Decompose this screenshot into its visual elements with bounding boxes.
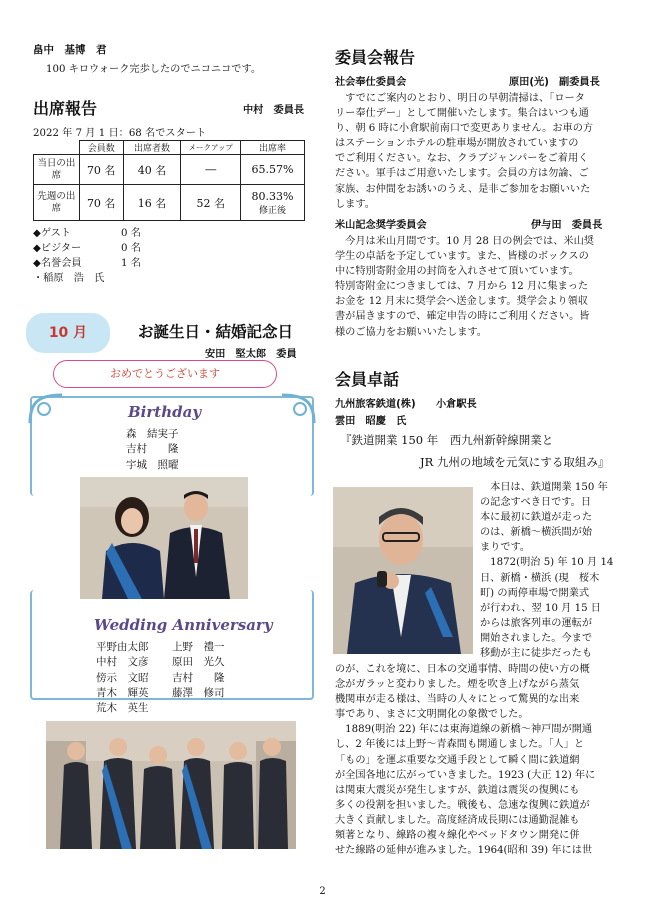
text-line: 1889(明治 22) 年には東海道線の新橋～神戸間が開通 <box>335 724 593 736</box>
attendance-header-makeup: メークアップ <box>181 141 241 155</box>
attendance-rate: 80.33% <box>251 189 294 203</box>
committee-title: 委員会報告 <box>335 48 416 67</box>
birthday-label: Birthday <box>128 403 202 421</box>
text-line: し、2 年後には上野～青森間も開通しました。「人」と <box>335 739 585 751</box>
attendance-makeup: ― <box>181 155 241 185</box>
text-line: 大きく貢献しました。高度経済成長期には通勤混雑も <box>335 814 580 826</box>
text-line: ださい。軍手はご用意いたします。会員の方は勿論、ご <box>335 168 589 180</box>
speech-full-text <box>335 662 617 858</box>
wedding-names <box>96 640 225 716</box>
birthday-title: お誕生日・結婚記念日 <box>138 323 294 341</box>
text-line: 町) の両停車場で開業式 <box>480 587 590 599</box>
text-line: 頻著となり、線路の複々線化やベッドタウン開発に併 <box>335 830 580 842</box>
attendance-members: 70 名 <box>79 155 123 185</box>
speech-title: 会員卓話 <box>335 370 400 389</box>
attendance-row-label: 当日の出席 <box>34 155 80 185</box>
wedding-label: Wedding Anniversary <box>94 616 273 634</box>
flourish-icon <box>26 391 66 427</box>
attendance-header-rate: 出席率 <box>241 141 305 155</box>
text-line: せた線路の延伸が進みました。1964(昭和 39) 年には世 <box>335 845 593 857</box>
attendance-attendees: 40 名 <box>123 155 181 185</box>
text-line: が全国各地に広がっていきました。1923 (大正 12) 年に <box>335 769 596 781</box>
speech-speaker: 雲田 昭慶 氏 <box>335 416 407 427</box>
text-line: 本日は、鉄道開業 150 年 <box>480 482 608 493</box>
wedding-name: 青木 輝英 <box>96 686 149 699</box>
text-line: のは、新橋～横浜間が始 <box>480 527 593 539</box>
text-line: リー奉仕デー」として開催いたします。集合はいつも通 <box>335 108 589 120</box>
wedding-row <box>96 640 225 655</box>
text-line: はステーションホテルの駐車場が開放されていますの <box>335 138 579 150</box>
text-line: すでにご案内のとおり、明日の早朝清掃は、「ロータ <box>335 93 585 104</box>
attendance-header-members: 会員数 <box>79 141 123 155</box>
greeting-text: 100 キロウォーク完歩したのでニコニコです。 <box>46 64 262 75</box>
stat-value: 0 名 <box>121 228 141 239</box>
honorary-name: ・稲原 浩 氏 <box>33 273 105 284</box>
attendance-header-attendees: 出席者数 <box>123 141 181 155</box>
stat-visitor <box>33 241 141 256</box>
flourish-icon <box>278 391 318 427</box>
social-committee-name: 社会奉仕委員会 <box>335 77 407 88</box>
wedding-name: 吉村 隆 <box>172 671 225 684</box>
attendance-makeup: 52 名 <box>181 185 241 221</box>
speech-side-text <box>480 480 617 661</box>
attendance-title: 出席報告 <box>33 99 98 118</box>
greeting-member-name: 畠中 基博 君 <box>33 44 107 56</box>
birthday-photo <box>80 477 248 599</box>
stat-value: 0 名 <box>121 243 141 254</box>
social-committee-text <box>335 91 617 212</box>
wedding-name: 原田 光久 <box>172 656 225 669</box>
attendance-rate: 65.57% <box>241 155 305 185</box>
text-line: 本に最初に鉄道が走った <box>480 512 593 524</box>
attendance-reporter: 中村 委員長 <box>243 105 305 116</box>
text-line: 機関車が走る様は、当時の人々にとって驚異的な出来 <box>335 694 580 706</box>
attendance-row-label: 先週の出席 <box>34 185 80 221</box>
text-line: 中に特別寄附金用の封筒を入れさせて頂いています。 <box>335 266 579 278</box>
text-line: でご利用ください。なお、クラブジャンパーをご着用く <box>335 153 589 165</box>
attendance-row <box>34 185 305 221</box>
text-line: 特別寄附金につきましては、7 月から 12 月に集まった <box>335 281 589 293</box>
attendance-table <box>33 140 305 221</box>
attendance-row <box>34 155 305 185</box>
stat-label: ◆ゲスト <box>33 228 71 239</box>
social-committee-reporter: 原田(光) 副委員長 <box>509 77 600 88</box>
text-line: 学生の卓話を予定しています。また、皆様のボックスの <box>335 251 589 263</box>
wedding-name: 上野 禮一 <box>172 641 225 653</box>
text-line: します。 <box>335 198 375 210</box>
birthday-names <box>126 427 179 473</box>
month-badge: 10 月 <box>26 313 110 353</box>
yoneyama-committee-reporter: 伊与田 委員長 <box>531 220 603 231</box>
text-line: 事であり、まさに文明開化の象徴でした。 <box>335 709 529 721</box>
stat-value: 1 名 <box>121 258 141 269</box>
birthday-name: 森 結実子 <box>126 428 179 440</box>
wedding-name: 平野由太郎 <box>96 641 149 653</box>
congrats-banner: おめでとうございます <box>53 360 277 388</box>
text-line: 「もの」を運ぶ重要な交通手段として瞬く間に鉄道網 <box>335 754 580 766</box>
text-line: お金を 12 月末に奨学会へ送金します。奨学会より領収 <box>335 296 588 308</box>
text-line: は関東大震災が発生しますが、鉄道は震災の復興にも <box>335 784 580 796</box>
text-line: が行われ、翌 10 月 15 日 <box>480 602 601 614</box>
attendance-stats <box>33 226 141 286</box>
attendance-header-row <box>34 141 305 155</box>
wedding-name: 中村 文彦 <box>96 656 149 669</box>
text-line: 多くの役割を担いました。戦後も、急速な復興に鉄道が <box>335 799 590 811</box>
text-line: 日、新橋・横浜 (現 桜木 <box>480 572 600 584</box>
speech-affiliation: 九州旅客鉄道(株) 小倉駅長 <box>335 399 477 410</box>
text-line: 移動が主に徒歩だったも <box>480 648 593 660</box>
text-line: 1872(明治 5) 年 10 月 14 <box>480 557 614 569</box>
birthday-reporter: 安田 堅太郎 委員 <box>205 349 297 360</box>
wedding-row <box>96 671 225 686</box>
yoneyama-committee-name: 米山記念奨学委員会 <box>335 220 427 231</box>
text-line: の記念すべき日です。日 <box>480 497 592 509</box>
wedding-name: 藤澤 修司 <box>172 686 225 699</box>
attendance-date-line: 2022 年 7 月 1 日：68 名でスタート <box>33 128 207 139</box>
birthday-name: 宇城 照曜 <box>126 458 179 471</box>
wedding-name: 荒木 英生 <box>96 702 149 715</box>
wedding-row <box>96 701 225 716</box>
group-photo <box>46 721 296 849</box>
speech-topic-line1: 『鉄道開業 150 年 西九州新幹線開業と <box>340 433 554 447</box>
text-line: まりです。 <box>480 542 531 554</box>
text-line: 家族、お仲間をお誘いのうえ、是非ご参加をお願いいた <box>335 183 591 195</box>
birthday-name: 吉村 隆 <box>126 443 179 456</box>
wedding-row <box>96 686 225 701</box>
text-line: 今月は米山月間です。10 月 28 日の例会では、米山奨 <box>335 236 594 247</box>
stat-honorary <box>33 256 141 271</box>
speech-topic-line2: JR 九州の地域を元気にする取組み』 <box>420 455 610 469</box>
text-line: 念がガラッと変わりました。煙を吹き上げながら蒸気 <box>335 679 580 691</box>
wedding-name: 傍示 文昭 <box>96 671 149 684</box>
speaker-photo <box>333 487 473 654</box>
text-line: り、朝 6 時に小倉駅前南口で変更ありません。お車の方 <box>335 123 594 135</box>
text-line: 様のご協力をお願いいたします。 <box>335 326 487 338</box>
text-line: 開始されました。今まで <box>480 632 593 644</box>
wedding-row <box>96 655 225 670</box>
text-line: 書が届きますので、確定申告の時にご利用ください。皆 <box>335 311 590 323</box>
stat-guest <box>33 226 141 241</box>
attendance-attendees: 16 名 <box>123 185 181 221</box>
stat-label: ◆名誉会員 <box>33 258 82 269</box>
text-line: のが、これを境に、日本の交通事情、時間の使い方の概 <box>335 664 590 675</box>
page-number: 2 <box>319 886 326 897</box>
attendance-members: 70 名 <box>79 185 123 221</box>
attendance-header-blank <box>34 141 80 155</box>
attendance-rate-cell <box>241 185 305 221</box>
text-line: からは旅客列車の運転が <box>480 617 593 629</box>
attendance-rate-note: 修正後 <box>259 205 287 216</box>
stat-label: ◆ビジター <box>33 243 82 254</box>
yoneyama-committee-text <box>335 234 617 340</box>
